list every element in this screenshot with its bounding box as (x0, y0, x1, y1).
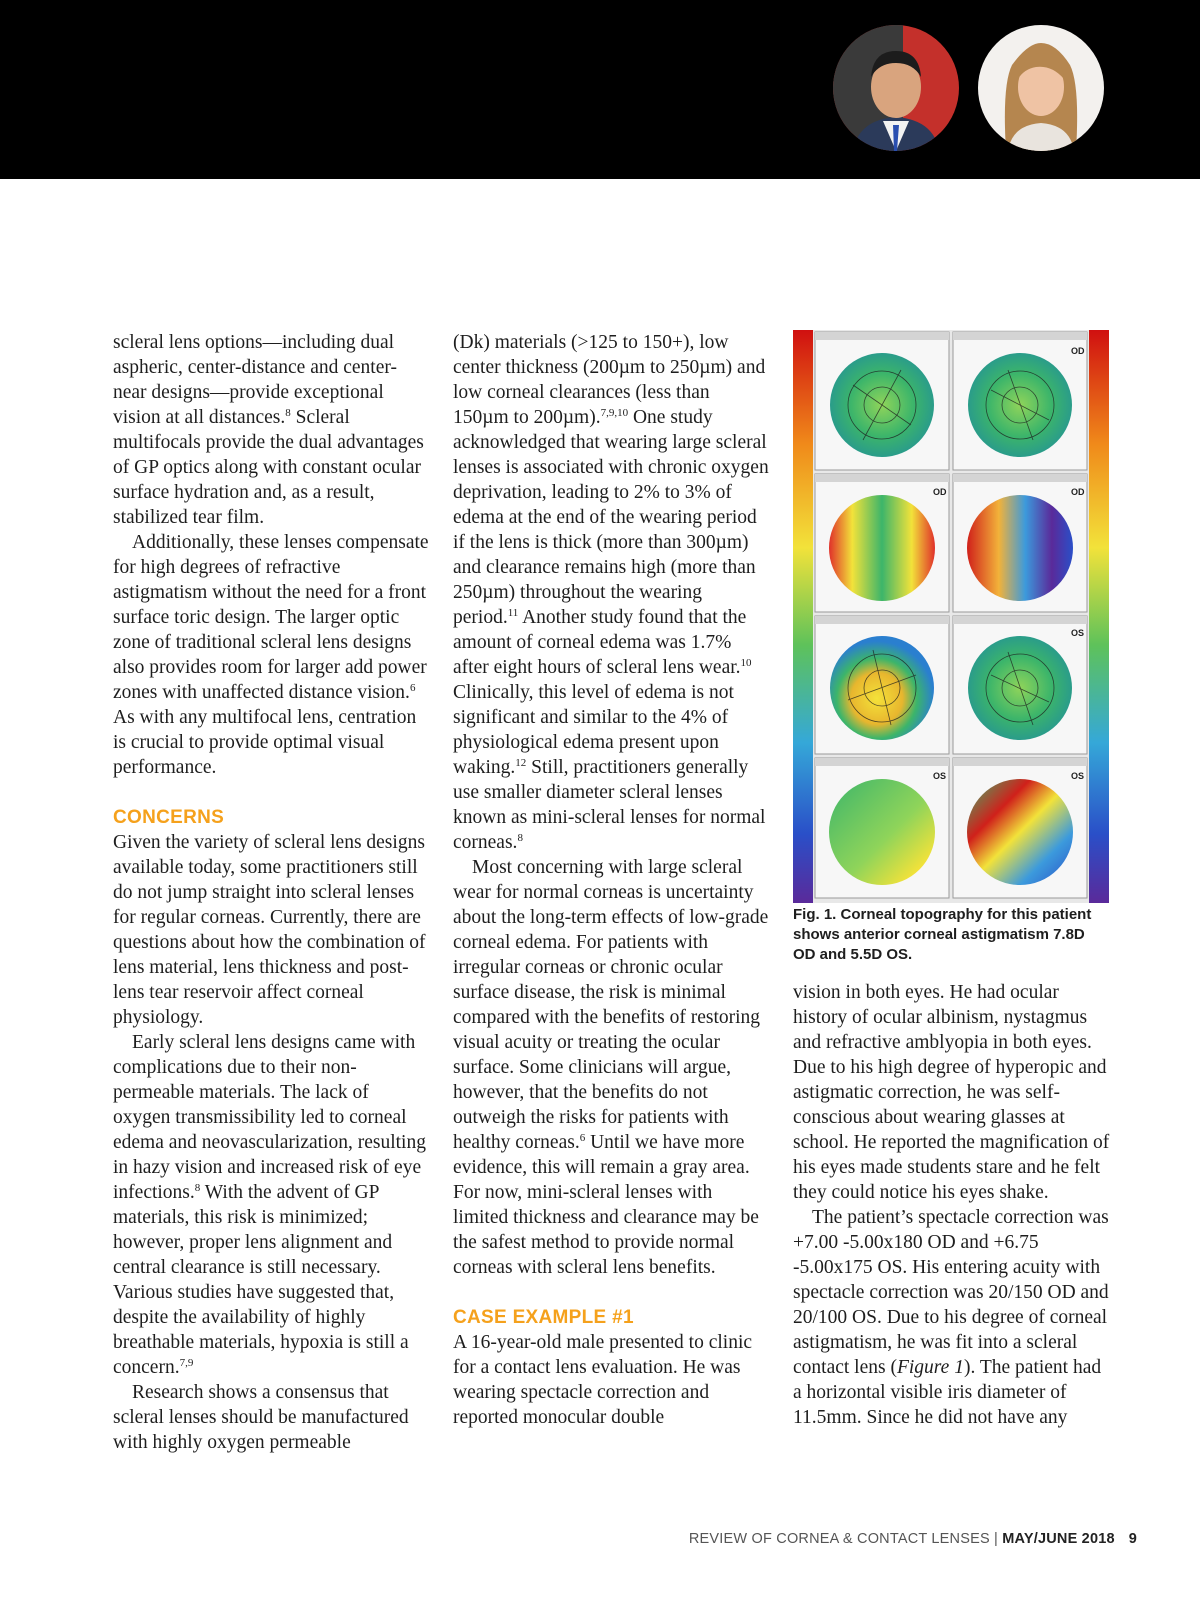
paragraph: Additionally, these lenses compensate for high degrees of refractive astigmatism without the need for a front surface toric design. The larger optic zone of traditional scleral lens designs also provides room for larger add power zones with unaffected distance vision.$^6$ As with any multifocal lens, centration is crucial to provide optimal visual performance. (113, 532, 429, 778)
section-heading-concerns: CONCERNS (113, 807, 225, 828)
author-photo-female (978, 25, 1104, 151)
issue-date: MAY/JUNE 2018 (1002, 1531, 1115, 1547)
column-3 (793, 980, 1113, 1430)
paragraph: Given the variety of scleral lens designs available today, some practitioners still do not jump straight into scleral lenses for regular corneas. Currently, there are questions about how the combination of lens material, lens thickness and post-lens tear reservoir affect corneal physiology. (113, 832, 426, 1028)
map-label-od: OD (933, 487, 947, 497)
map-label-os: OS (1071, 628, 1085, 638)
map-label-os: OS (933, 771, 947, 781)
map-label-od: OD (1071, 346, 1085, 356)
column-1 (113, 330, 429, 1455)
map-label-os: OS (1071, 771, 1085, 781)
paragraph: (Dk) materials (>125 to 150+), low center thickness (200µm to 250µm) and low corneal clearances (less than 150µm to 200µm).$^{7,9,10}$ One study acknowledged that wearing large scleral lenses is associated with chronic oxygen deprivation, leading to 2% to 3% of edema at the end of the wearing period if the lens is thick (more than 300µm) and clearance remains high (more than 250µm) throughout the wearing period.$^{11}$ Another study found that the amount of corneal edema was 1.7% after eight hours of scleral lens wear.$^{10}$ Clinically, this level of edema is not significant and similar to the 4% of physiological edema present upon waking.$^{12}$ Still, practitioners generally use smaller diameter scleral lenses known as mini-scleral lenses for normal corneas.$^8$ (453, 332, 769, 853)
page-number: 9 (1128, 1531, 1137, 1547)
paragraph: The patient’s spectacle correction was +7.00 -5.00x180 OD and +6.75 -5.00x175 OS. His entering acuity with spectacle correction was 20/150 OD and 20/100 OS. Due to his degree of corneal astigmatism, he was fit into a scleral contact lens (Figure 1). The patient had a horizontal visible iris diameter of 11.5mm. Since he did not have any (793, 1207, 1109, 1428)
page-footer (689, 1531, 1137, 1547)
paragraph: A 16-year-old male presented to clinic for a contact lens evaluation. He was wearing spectacle correction and reported monocular double (453, 1332, 753, 1428)
paragraph: Research shows a consensus that scleral lenses should be manufactured with highly oxygen permeable (113, 1382, 409, 1453)
column-2 (453, 330, 769, 1430)
author-photo-male (833, 25, 959, 151)
paragraph: Early scleral lens designs came with complications due to their non-permeable materials. The lack of oxygen transmissibility led to corneal edema and neovascularization, resulting in hazy vision and increased risk of eye infections.$^8$ With the advent of GP materials, this risk is minimized; however, proper lens alignment and central clearance is still necessary. Various studies have suggested that, despite the availability of highly breathable materials, hypoxia is still a concern.$^{7,9}$ (113, 1032, 426, 1378)
paragraph: Most concerning with large scleral wear for normal corneas is uncertainty about the long-term effects of low-grade corneal edema. For patients with irregular corneas or chronic ocular surface disease, the risk is minimal compared with the benefits of restoring visual acuity or treating the ocular surface. Some clinicians will argue, however, that the benefits do not outweigh the risks for patients with healthy corneas.$^6$ Until we have more evidence, this will remain a gray area. For now, mini-scleral lenses with limited thickness and clearance may be the safest method to provide normal corneas with scleral lens benefits. (453, 857, 769, 1278)
paragraph: vision in both eyes. He had ocular history of ocular albinism, nystagmus and refractive amblyopia in both eyes. Due to his high degree of hyperopic and astigmatic correction, he was self-conscious about wearing glasses at school. He reported the magnification of his eyes made students stare and he felt they could notice his eyes shake. (793, 982, 1110, 1203)
figure-corneal-topography (793, 330, 1109, 903)
map-label-od: OD (1071, 487, 1085, 497)
section-heading-case-example: CASE EXAMPLE #1 (453, 1307, 634, 1328)
figure-caption: Fig. 1. Corneal topography for this patient shows anterior corneal astigmatism 7.8D OD and 5.5D OS. (793, 906, 1092, 963)
paragraph: scleral lens options—including dual aspheric, center-distance and center-near designs—provide exceptional vision at all distances.$^8$ Scleral multifocals provide the dual advantages of GP optics along with constant ocular surface hydration and, as a result, stabilized tear film. (113, 332, 424, 528)
journal-name: REVIEW OF CORNEA & CONTACT LENSES | (688, 1531, 1003, 1547)
